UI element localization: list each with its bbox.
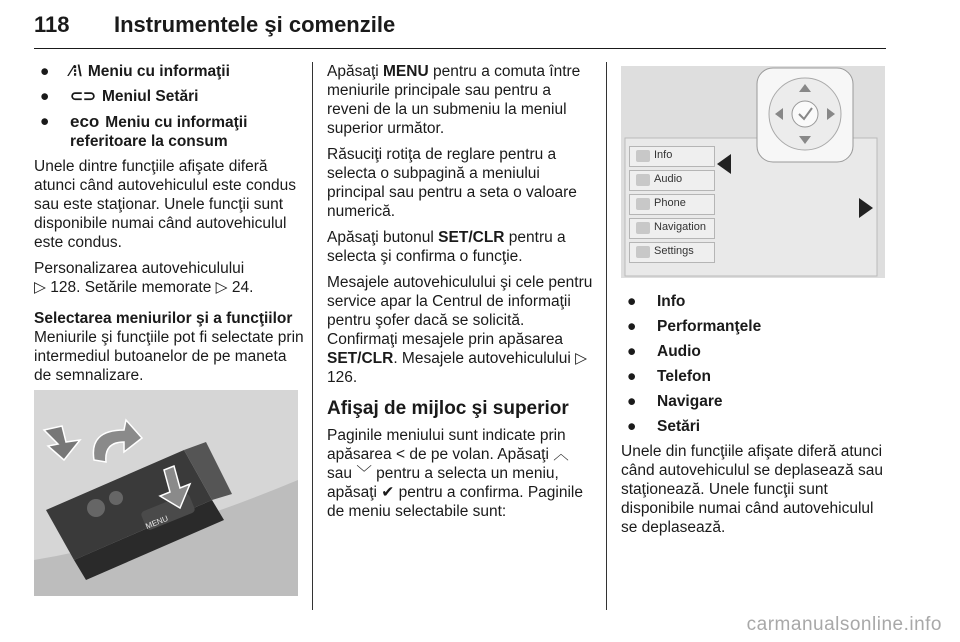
menu-pages-list bbox=[621, 292, 891, 436]
paragraph: Mesajele autovehiculului şi cele pentru service apar la Centrul de informaţii pentru şofer dacă se solicită. Confirmaţi mesajele prin apăsarea SET/CLR. Mesajele autovehiculului ▷ 126. bbox=[327, 274, 593, 386]
menu-item-info: Info bbox=[629, 146, 715, 167]
column-2 bbox=[327, 62, 597, 528]
paragraph: Meniurile şi funcţiile pot fi selectate prin intermediul butoanelor de pe maneta de semnalizare. bbox=[34, 329, 304, 384]
lever-menu-label: MENU bbox=[144, 513, 170, 532]
watermark: carmanualsonline.info bbox=[746, 614, 942, 635]
column-1 bbox=[34, 62, 304, 392]
column-divider-2 bbox=[606, 62, 607, 610]
chapter-title: Instrumentele şi comenzile bbox=[114, 12, 396, 37]
column-divider-1 bbox=[312, 62, 313, 610]
list-item: ● Audio bbox=[627, 343, 701, 360]
column-3 bbox=[621, 292, 891, 544]
music-note-icon bbox=[636, 174, 650, 186]
section-subheading: Selectarea meniurilor şi a funcţiilor bbox=[34, 310, 293, 327]
paragraph: Paginile meniului sunt indicate prin apăsarea < de pe volan. Apăsaţi ︿ sau ﹀ pentru a selecta un meniu, apăsaţi ✔ pentru a confirma. Paginile de meniu selectabile sunt: bbox=[327, 427, 583, 520]
trip-info-icon: ⁄⁝\ bbox=[70, 63, 82, 80]
chevron-left-icon: < bbox=[395, 446, 406, 463]
paragraph: Unele din funcţiile afişate diferă atunci când autovehiculul se deplasează sau staţionează. Unele funcţii sunt disponibile numai când autovehiculul se deplasează. bbox=[621, 443, 883, 536]
paragraph: Răsuciţi rotiţa de reglare pentru a selecta o subpagină a meniului principal sau pentru a seta o valoare numerică. bbox=[327, 146, 577, 220]
eco-icon: eco bbox=[70, 112, 100, 131]
list-item: ● Navigare bbox=[627, 393, 723, 410]
section-heading: Afişaj de mijloc şi superior bbox=[327, 398, 569, 419]
list-item: ● eco Meniu cu informaţii referitoare la consum bbox=[40, 112, 248, 150]
list-item: ● ⊂⊃ Meniul Setări bbox=[40, 88, 199, 105]
list-item: ● Telefon bbox=[627, 368, 711, 385]
checkmark-icon: ✔ bbox=[381, 484, 395, 501]
menu-item-audio: Audio bbox=[629, 170, 715, 191]
paragraph: Apăsaţi butonul SET/CLR pentru a selecta şi confirma o funcţie. bbox=[327, 229, 566, 265]
chevron-down-icon: ﹀ bbox=[356, 465, 372, 482]
navigation-icon bbox=[636, 222, 650, 234]
menu-item-settings: Settings bbox=[629, 242, 715, 263]
page-header bbox=[34, 4, 886, 49]
settings-icon bbox=[636, 246, 650, 258]
paragraph: Apăsaţi MENU pentru a comuta între meniurile principale sau pentru a reveni de la un submeniu la meniul superior următor. bbox=[327, 63, 581, 137]
info-icon bbox=[636, 150, 650, 162]
list-item: ● Setări bbox=[627, 418, 701, 435]
display-menu-illustration bbox=[621, 66, 885, 278]
page-ref-icon: ▷ bbox=[34, 279, 46, 296]
list-item: ● Performanţele bbox=[627, 318, 762, 335]
car-settings-icon: ⊂⊃ bbox=[70, 88, 96, 105]
page-ref-icon: ▷ bbox=[575, 350, 588, 367]
menu-type-list bbox=[34, 62, 304, 151]
menu-item-navigation: Navigation bbox=[629, 218, 715, 239]
turn-signal-lever-illustration bbox=[34, 390, 298, 596]
page-ref-icon: ▷ bbox=[215, 279, 228, 296]
paragraph: Unele dintre funcţiile afişate diferă atunci când autovehiculul este condus sau este staţionar. Unele funcţii sunt disponibile numai când autovehiculul este condus. bbox=[34, 158, 296, 251]
list-item: ● ⁄⁝\ Meniu cu informaţii bbox=[40, 63, 230, 80]
page-number: 118 bbox=[34, 12, 70, 37]
paragraph: Personalizarea autovehiculului ▷ 128. Setările memorate ▷ 24. bbox=[34, 260, 254, 296]
chevron-up-icon: ︿ bbox=[553, 446, 569, 463]
menu-item-phone: Phone bbox=[629, 194, 715, 215]
phone-icon bbox=[636, 198, 650, 210]
list-item: ● Info bbox=[627, 293, 686, 310]
